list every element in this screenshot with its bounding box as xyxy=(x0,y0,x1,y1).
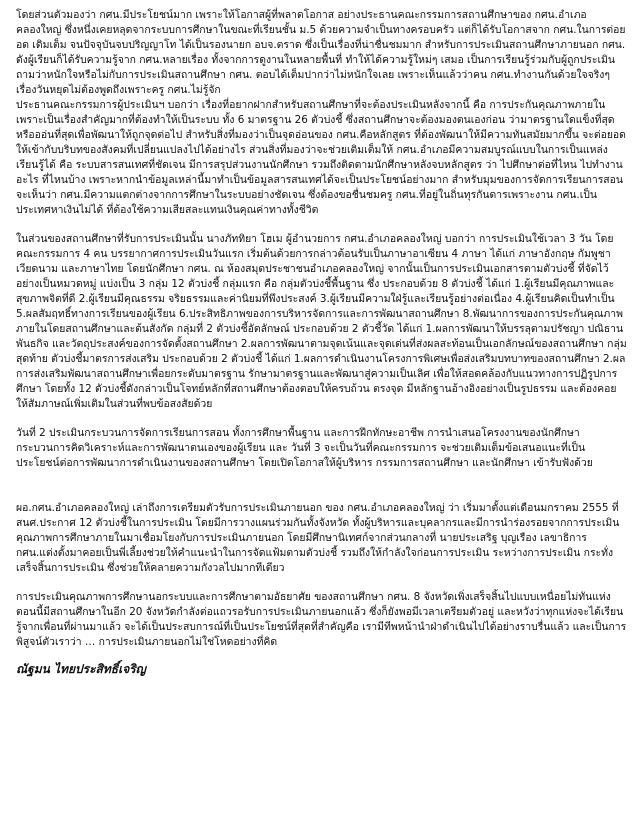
paragraph-spacer xyxy=(16,218,628,232)
article-paragraph-1: โดยส่วนตัวมองว่า กศน.มีประโยชน์มาก เพราะให้โอกาสผู้ที่พลาดโอกาส อย่างประธานคณะกรรมการสถานศึกษาของ กศน.อำเภอคลองใหญ่ ซึ่งหนึ่งเคยหลุดจากระบบการศึกษาในขณะที่เรียนชั้น ม.5 ด้วยความจำเป็นทางครอบครัว แต่ก็ได้รับโอกาสจาก กศน.ในการต่อยอด เดิมเต็ม จนปัจจุบันจบปริญญาโท ได้เป็นรองนายก อบจ.ตราด ซึ่งเป็นเรื่องที่น่าชื่นชมมาก สำหรับการประเมินสถานศึกษาภายนอก กศน. ดังผู้เรียนก็ได้รับความรู้จาก กศน.หลายเรื่อง ทั้งจากการดูงานในหลายพื้นที่ ทำให้ได้ความรู้ใหม่ๆ เสมอ เป็นการเรียนรู้ร่วมกับผู้ถูกประเมิน ถามว่าหนักใจหรือไม่กับการประเมินสถานศึกษา กศน. ตอบได้เต็มปากว่าไม่หนักใจเลย เพราะเห็นแล้วว่าคน กศน.ทำงานกันด้วยใจจริงๆ เรื่องวันหยุดไม่ต้องพูดถึงเพราะครู กศน.ไม่รู้จัก xyxy=(16,9,626,96)
article-paragraph-3: ในส่วนของสถานศึกษาที่รับการประเมินนั้น นางภัททิยา โฮเม ผู้อำนวยการ กศน.อำเภอคลองใหญ่ บอกว่า การประเมินใช้เวลา 3 วัน โดยคณะกรรมการ 4 คน บรรยากาศการประเมินวันแรก เริ่มต้นด้วยการกล่าวต้อนรับเป็นภาษาอาเซียน 4 ภาษา ได้แก่ ภาษาอังกฤษ กัมพูชา เวียดนาม และภาษาไทย โดยนักศึกษา กศน. ณ ห้องสมุดประชาชนอำเภอคลองใหญ่ จากนั้นเป็นการประเมินเอกสารตามตัวบ่งชี้ ที่จัดไว้อย่างเป็นหมวดหมู่ แบ่งเป็น 3 กลุ่ม 12 ตัวบ่งชี้ กลุ่มแรก คือ กลุ่มตัวบ่งชี้พื้นฐาน ซึ่ง ประกอบด้วย 8 ตัวบ่งชี้ ได้แก่ 1.ผู้เรียนมีคุณภาพและสุขภาพจิตที่ดี 2.ผู้เรียนมีคุณธรรม จริยธรรมและค่านิยมที่พึงประสงค์ 3.ผู้เรียนมีความใฝ่รู้และเรียนรู้อย่างต่อเนื่อง 4.ผู้เรียนคิดเป็นทำเป็น 5.ผลสัมฤทธิ์ทางการเรียนของผู้เรียน 6.ประสิทธิภาพของการบริหารจัดการและการพัฒนาสถานศึกษา 8.พัฒนาการของการประกันคุณภาพภายในโดยสถานศึกษาและต้นสังกัด กลุ่มที่ 2 ตัวบ่งชี้อัตลักษณ์ ประกอบด้วย 2 ตัวชี้วัด ได้แก่ 1.ผลการพัฒนาให้บรรลุตามปรัชญา ปณิธาน พันธกิจ และวัตถุประสงค์ของการจัดตั้งสถานศึกษา 2.ผลการพัฒนาตามจุดเน้นและจุดเด่นที่ส่งผลสะท้อนเป็นเอกลักษณ์ของสถานศึกษา กลุ่มสุดท้าย ตัวบ่งชี้มาตรการส่งเสริม ประกอบด้วย 2 ตัวบ่งชี้ ได้แก่ 1.ผลการดำเนินงานโครงการพิเศษเพื่อส่งเสริมบทบาทของสถานศึกษา 2.ผลการส่งเสริมพัฒนาสถานศึกษาเพื่อยกระดับมาตรฐาน รักษามาตรฐานและพัฒนาสู่ความเป็นเลิศ เพื่อให้สอดคล้องกับแนวทางการปฏิรูปการศึกษา โดยทั้ง 12 ตัวบ่งชี้ดังกล่าวเป็นโจทย์หลักที่สถานศึกษาต้องตอบให้ครบถ้วน ตรงจุด มีหลักฐานอ้างอิงอย่างเป็นรูปธรรม และต้องคอยให้สัมภาษณ์เพิ่มเติมในส่วนที่พบข้อสงสัยด้วย xyxy=(16,233,627,410)
article-paragraph-4: วันที่ 2 ประเมินกระบวนการจัดการเรียนการสอน ทั้งการศึกษาพื้นฐาน และการฝึกทักษะอาชีพ การนำเสนอโครงงานของนักศึกษา กระบวนการคิดวิเคราะห์และการพัฒนาตนเองของผู้เรียน และ วันที่ 3 จะเป็นวันที่คณะกรรมการ จะช่วยเติมเต็มข้อเสนอแนะที่เป็นประโยชน์ต่อการพัฒนาการดำเนินงานของสถานศึกษา โดยเปิดโอกาสให้ผู้บริหาร กรรมการสถานศึกษา และนักศึกษา เข้ารับฟังด้วย xyxy=(16,427,593,469)
article-paragraph-6: การประเมินคุณภาพการศึกษานอกระบบและการศึกษาตามอัธยาศัย ของสถานศึกษา กศน. 8 จังหวัดเพิ่งเสร็จสิ้นไปแบบเหนื่อยไม่ทันแห่ง ตอนนี้มีสถานศึกษาในอีก 20 จังหวัดกำลังต่อแถวรอรับการประเมินภายนอกแล้ว ซึ่งก็ยังพอมีเวลาเตรียมตัวอยู่ และหวังว่าทุกแห่งจะได้เรียนรู้จากเพื่อนที่ผ่านมาแล้ว จะได้เป็นประสบการณ์ที่เป็นประโยชน์ที่สุดที่สำคัญคือ เรามีทีพหน้านำฝ่าดำเนินไปได้อย่างราบรื่นแล้ว และเป็นการพิสูจน์ตัวเราว่า … การประเมินภายนอกไม่ใช่โหดอย่างที่คิด xyxy=(16,591,627,648)
paragraph-spacer xyxy=(16,471,628,501)
article-paragraph-2: ประธานคณะกรรมการผู้ประเมินฯ บอกว่า เรื่องที่อยากฝากสำหรับสถานศึกษาที่จะต้องประเมินหลังจากนี้ คือ การประกันคุณภาพภายใน เพราะเป็นเรื่องสำคัญมากที่ต้องทำให้เป็นระบบ ทั้ง 6 มาตรฐาน 26 ตัวบ่งชี้ ซึ่งสถานศึกษาจะต้องมองตนเองก่อน ว่ามาตรฐานใดแข็งที่สุดหรือออ่นที่สุดเพื่อพัฒนาให้ถูกจุดต่อไป สำหรับสิ่งที่มองว่าเป็นจุดอ่อนของ กศน.คือหลักสูตร ที่ต้องพัฒนาให้มีความทันสมัยมากขึ้น จะต่อยอดให้เข้ากับบริบทของสังคมที่เปลี่ยนแปลงไปได้อย่างไร ส่วนสิ่งที่มองว่าจะช่วยเติมเต็มให้ กศน.อำเภอมีความสมบูรณ์แบบในการเป็นแหล่งเรียนรู้ได้ คือ ระบบสารสนเทศที่ชัดเจน มีการสรุปส่วนงานนักศึกษา รวมถึงติดตามนักศึกษาหลังจบหลักสูตร ว่า ไปศึกษาต่อที่ไหน ไปทำงานอะไร ที่ไหนบ้าง เพราะหากนำข้อมูลเหล่านี้มาทำเป็นข้อมูลสารสนเทศได้จะเป็นประโยชน์อย่างมาก สำหรับมุมของการจัดการเรียนการสอน จะเห็นว่า กศน.มีความแตกต่างจากการศึกษาในระบบอย่างชัดเจน ซึ่งต้องขอชื่นชมครู กศน.ที่อยู่ในถิ่นทุรกันดารเพราะงาน กศน.เป็นประเทศหาเงินไม่ได้ ที่ต้องใช้ความเสียสละแทนเงินคุณค่าทางทั้งชีวิต xyxy=(16,99,626,216)
paragraph-spacer xyxy=(16,576,628,590)
paragraph-spacer xyxy=(16,412,628,426)
article-paragraph-5: ผอ.กศน.อำเภอคลองใหญ่ เล่าถึงการเตรียมตัวรับการประเมินภายนอก ของ กศน.อำเภอคลองใหญ่ ว่า เริ่มมาตั้งแต่เดือนมกราคม 2555 ที่ สนศ.ประกาศ 12 ตัวบ่งชี้ในการประเมิน โดยมีการวางแผนร่วมกันทั้งจังหวัด ทั้งผู้บริหารและบุคลากรและมีการนำร่องรอยจากการประเมินคุณภาพการศึกษาภายในมาเชื่อมโยงกับการประเมินภายนอก โดยมีศึกษานิเทศก์จากส่วนกลางที่ นายประเสริฐ บุญเรือง เลขาธิการ กศน.แต่งตั้งมาคอยเป็นพี่เลี้ยงช่วยให้คำแนะนำในการจัดแฟ้มตามตัวบ่งชี้ รวมถึงให้กำลังใจก่อนการประเมิน ระหว่างการประเมิน กระทั่งเสร็จสิ้นการประเมิน ซึ่งช่วยให้คลายความกังวลไปมากทีเดียว xyxy=(16,502,620,574)
author-signature: ณัฐมน ไทยประสิทธิ์เจริญ xyxy=(16,662,146,676)
